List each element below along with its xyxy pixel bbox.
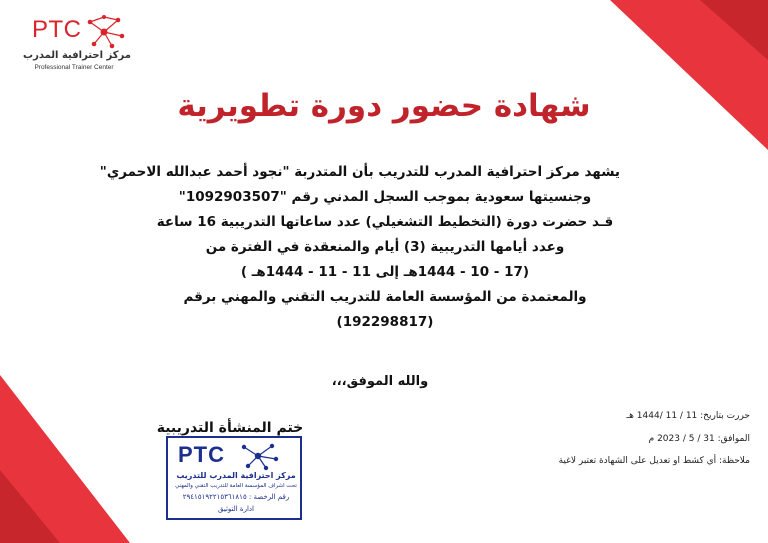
stamp-line-name: مركز احترافية المدرب للتدريب — [176, 471, 296, 480]
institution-stamp — [166, 436, 302, 520]
molecule-network-icon — [82, 14, 128, 50]
issue-date-hijri: حررت بتاريخ: 11 / 11 /1444 هـ — [626, 411, 750, 421]
body-line-accreditation: والمعتمدة من المؤسسة العامة للتدريب التقني والمهني برقم — [183, 289, 587, 305]
stamp-line-supervision: تحت اشراف المؤسسة العامة للتدريب التقني والمهني — [175, 483, 297, 489]
logo-arabic-name: مركز احترافية المدرب — [23, 50, 131, 61]
logo-brand: PTC — [32, 16, 82, 43]
body-line-accreditation-number: (192298817) — [336, 314, 434, 330]
stamp-brand: PTC — [178, 442, 225, 467]
tamper-note: ملاحظة: أي كشط او تعديل على الشهادة تعتبر لاغية — [558, 456, 750, 466]
body-line-days: وعدد أيامها التدريبية (3) أيام والمنعقدة في الفترة من — [205, 239, 565, 255]
issue-date-gregorian: الموافق: 31 / 5 / 2023 م — [648, 434, 750, 444]
stamp-molecule-icon — [238, 441, 282, 471]
stamp-line-department: ادارة التوثيق — [218, 505, 254, 513]
stamp-line-license: رقم الرخصة : ٢٩٤١٥١٩٢٢١٥٣٦١٨١٥ — [182, 493, 290, 501]
closing-phrase: والله الموفق،،، — [331, 374, 429, 389]
body-line-attestation: يشهد مركز احترافية المدرب للتدريب بأن المتدربة "نجود أحمد عبدالله الاحمري" — [99, 164, 620, 180]
stamp-heading: ختم المنشأة التدريبية — [156, 420, 304, 436]
certificate-body — [99, 160, 620, 335]
body-line-course: قـد حضرت دورة (التخطيط التشغيلي) عدد ساعاتها التدريبية 16 ساعة — [156, 214, 614, 230]
center-logo — [18, 14, 138, 76]
logo-english-name: Professional Trainer Center — [34, 64, 114, 71]
body-line-period: (17 - 10 - 1444هـ إلى 11 - 11 - 1444هـ ) — [240, 264, 530, 280]
body-line-nationality: وجنسيتها سعودية بموجب السجل المدني رقم "1092903507" — [178, 189, 592, 205]
certificate-title: شهادة حضور دورة تطويرية — [177, 88, 591, 124]
